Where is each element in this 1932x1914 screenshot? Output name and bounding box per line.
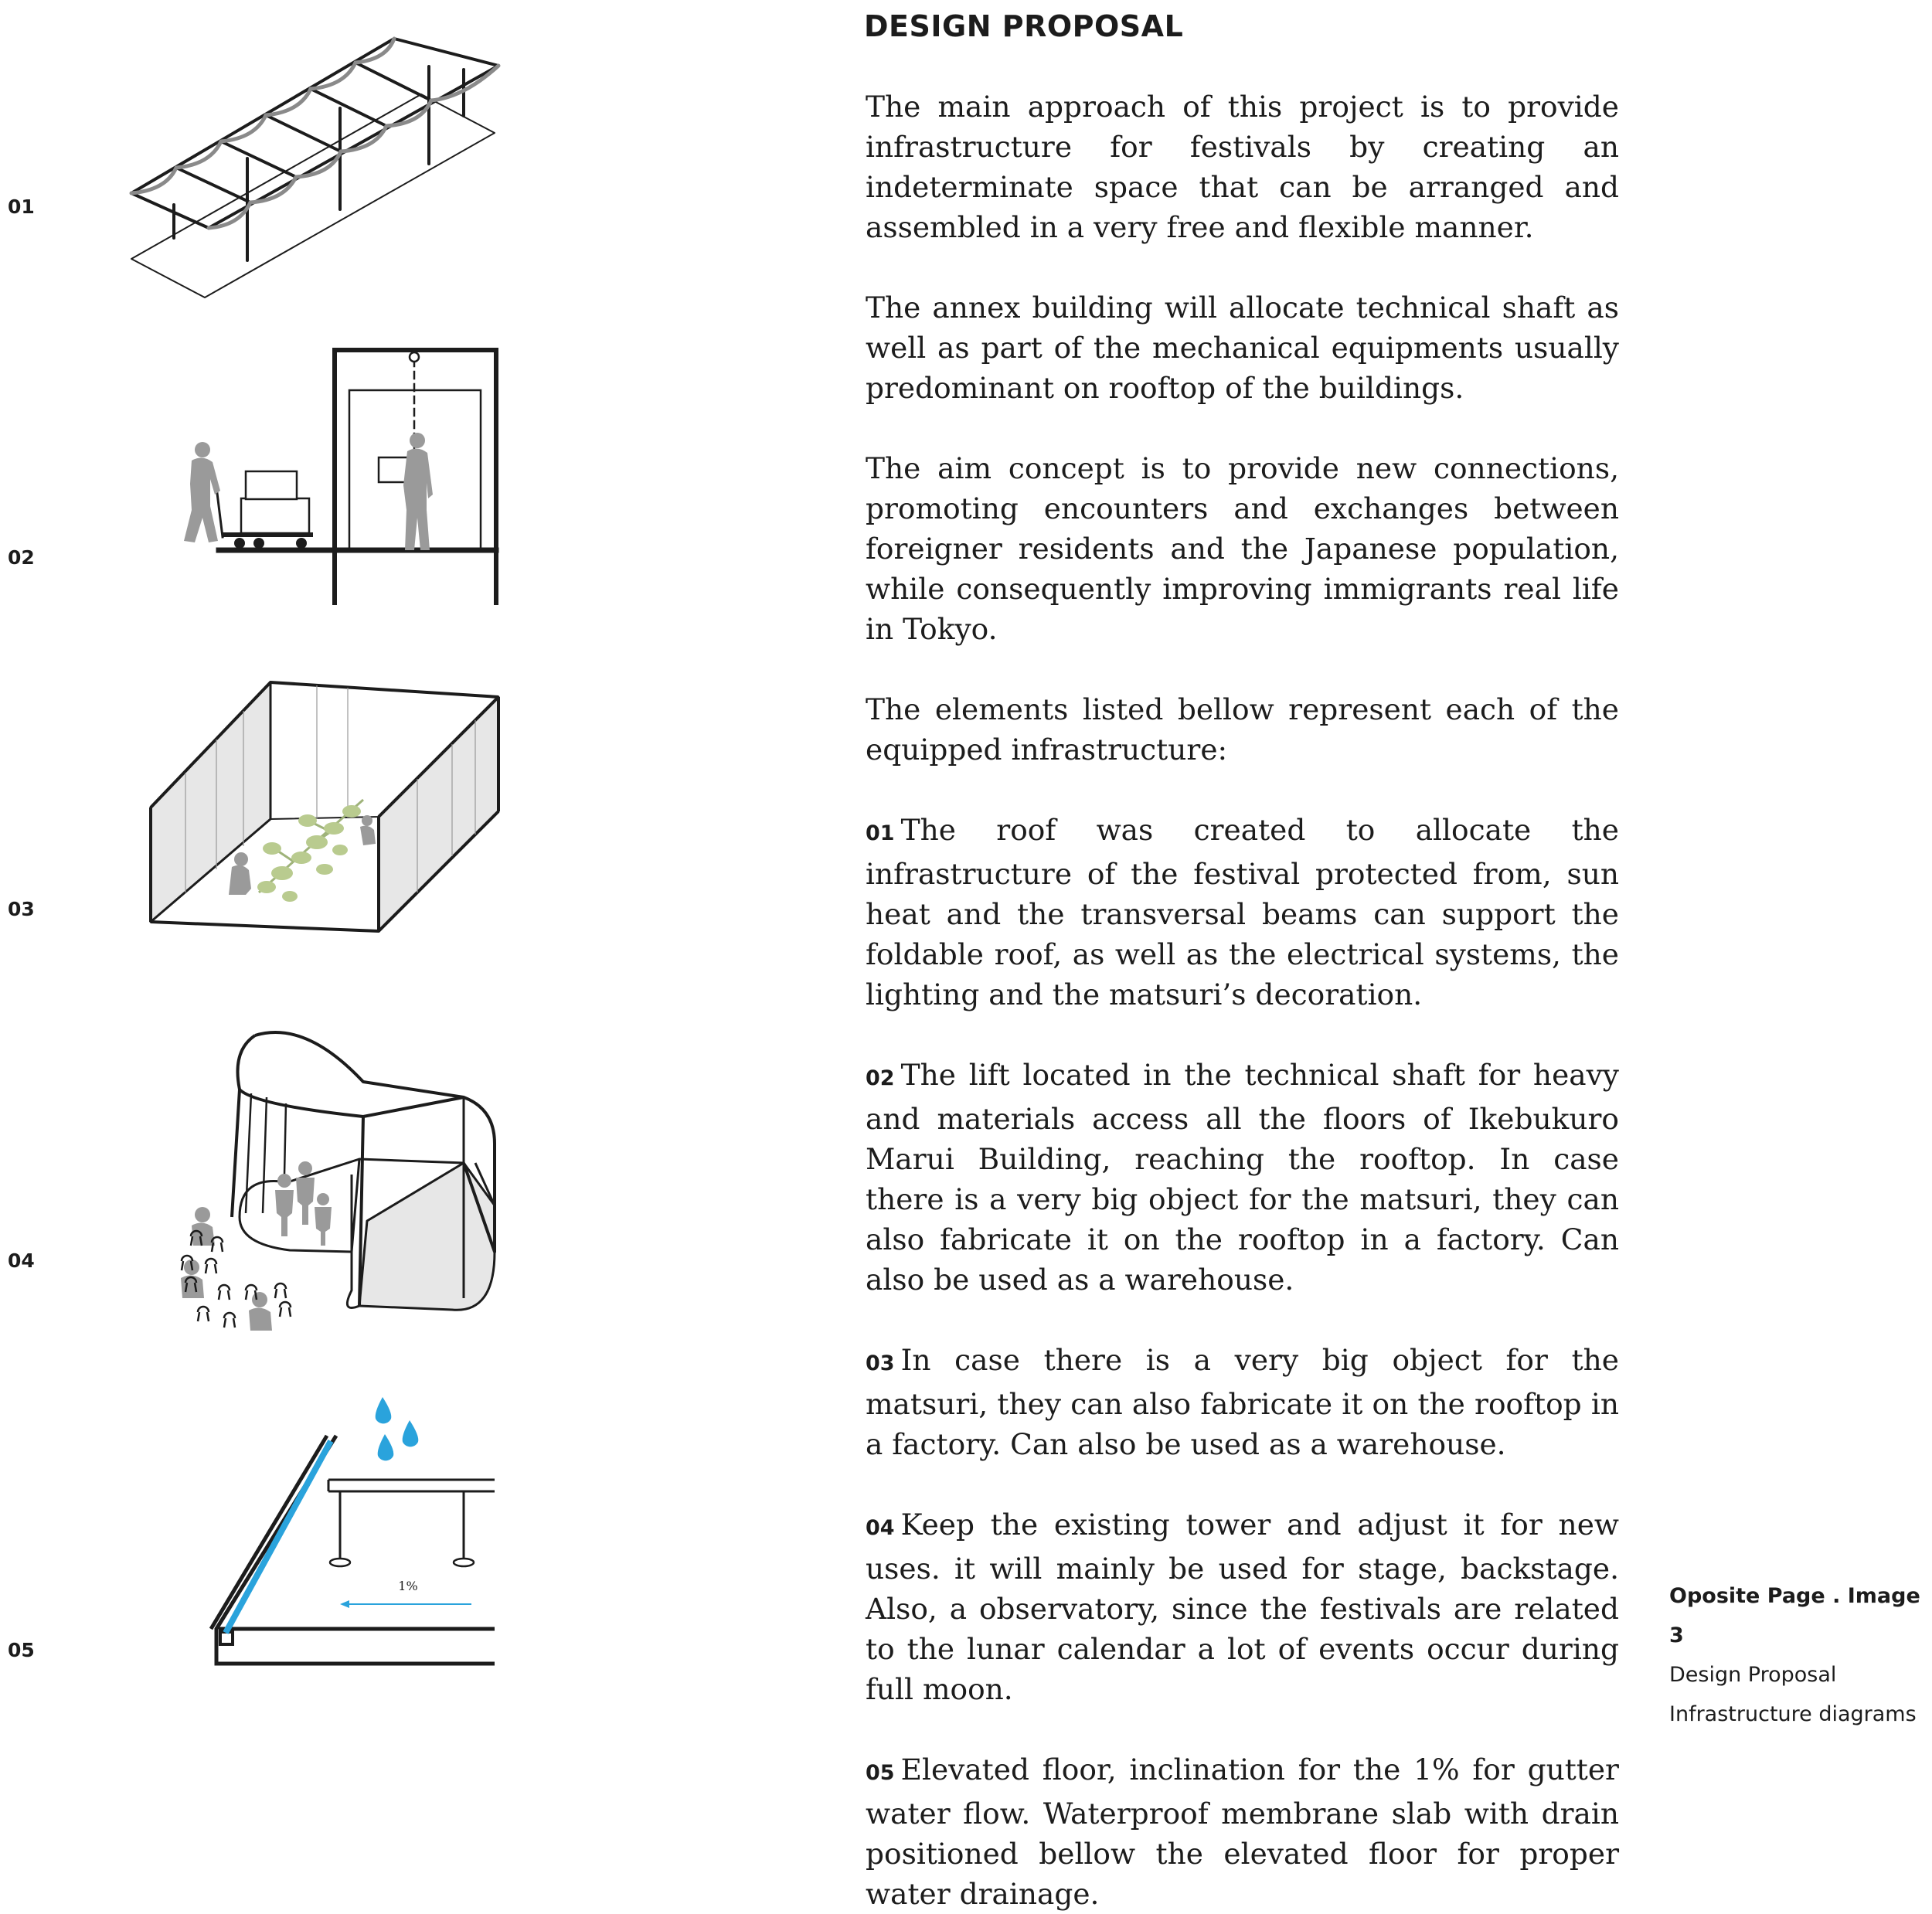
diagram-label-05: 05	[8, 1639, 35, 1661]
caption-title: Oposite Page . Image 3	[1669, 1584, 1920, 1647]
item-text: In case there is a very big object for the matsuri, they can also fabricate it on the rooftop in a factory. Can also be used as a warehouse.	[866, 1343, 1619, 1461]
caption-line: Design Proposal	[1669, 1663, 1837, 1687]
item-text: Elevated floor, inclination for the 1% for gutter water flow. Waterproof membrane slab with drain positioned bellow the elevated floor for proper water drainage.	[866, 1753, 1619, 1911]
diagram-label-03: 03	[8, 898, 35, 920]
factory-box-diagram	[139, 672, 510, 939]
item-number: 01	[866, 821, 895, 845]
intro-paragraph: The main approach of this project is to provide infrastructure for festivals by creating an indeterminate space that can be arranged and assembled in a very free and flexible manner.	[866, 90, 1619, 244]
tower-stage-diagram	[162, 1020, 510, 1337]
water-drops-icon	[376, 1397, 419, 1460]
slope-label: 1%	[398, 1579, 418, 1593]
diagram-label-04: 04	[8, 1249, 35, 1272]
intro-paragraph: The aim concept is to provide new connections, promoting encounters and exchanges between foreigner residents and the Japanese population, while consequently improving immigrants real life in Tokyo.	[866, 451, 1619, 646]
item-paragraph-02	[866, 1055, 1619, 1300]
intro-paragraph: The annex building will allocate technical shaft as well as part of the mechanical equipments usually predominant on rooftop of the buildings.	[866, 291, 1619, 405]
item-paragraph-04	[866, 1504, 1619, 1709]
item-number: 02	[866, 1066, 895, 1090]
roof-diagram	[124, 31, 510, 309]
page-title: DESIGN PROPOSAL	[864, 9, 1184, 43]
item-text: The roof was created to allocate the infrastructure of the festival protected from, sun heat and the transversal beams can support the foldable roof, as well as the electrical systems, the lighting and the matsuri’s decoration.	[866, 813, 1619, 1011]
item-text: Keep the existing tower and adjust it for new uses. it will mainly be used for stage, backstage. Also, a observatory, since the festivals are related to the lunar calendar a lot of events occur during full moon.	[866, 1508, 1619, 1706]
diagram-label-01: 01	[8, 195, 35, 218]
figure-caption	[1669, 1576, 1932, 1734]
item-number: 04	[866, 1516, 895, 1540]
body-text	[866, 87, 1619, 1914]
lift-diagram	[170, 340, 510, 610]
caption-line: Infrastructure diagrams	[1669, 1702, 1917, 1726]
item-paragraph-01	[866, 810, 1619, 1015]
item-paragraph-05	[866, 1749, 1619, 1914]
diagram-label-02: 02	[8, 546, 35, 569]
drainage-diagram	[201, 1387, 510, 1673]
item-text: The lift located in the technical shaft for heavy and materials access all the floors of Ikebukuro Marui Building, reaching the rooftop. In case there is a very big object for the matsuri, they can also fabricate it on the rooftop in a factory. Can also be used as a warehouse.	[866, 1058, 1619, 1297]
item-number: 05	[866, 1761, 895, 1785]
item-paragraph-03	[866, 1340, 1619, 1464]
item-number: 03	[866, 1351, 895, 1375]
intro-paragraph: The elements listed bellow represent each of the equipped infrastructure:	[866, 692, 1619, 767]
